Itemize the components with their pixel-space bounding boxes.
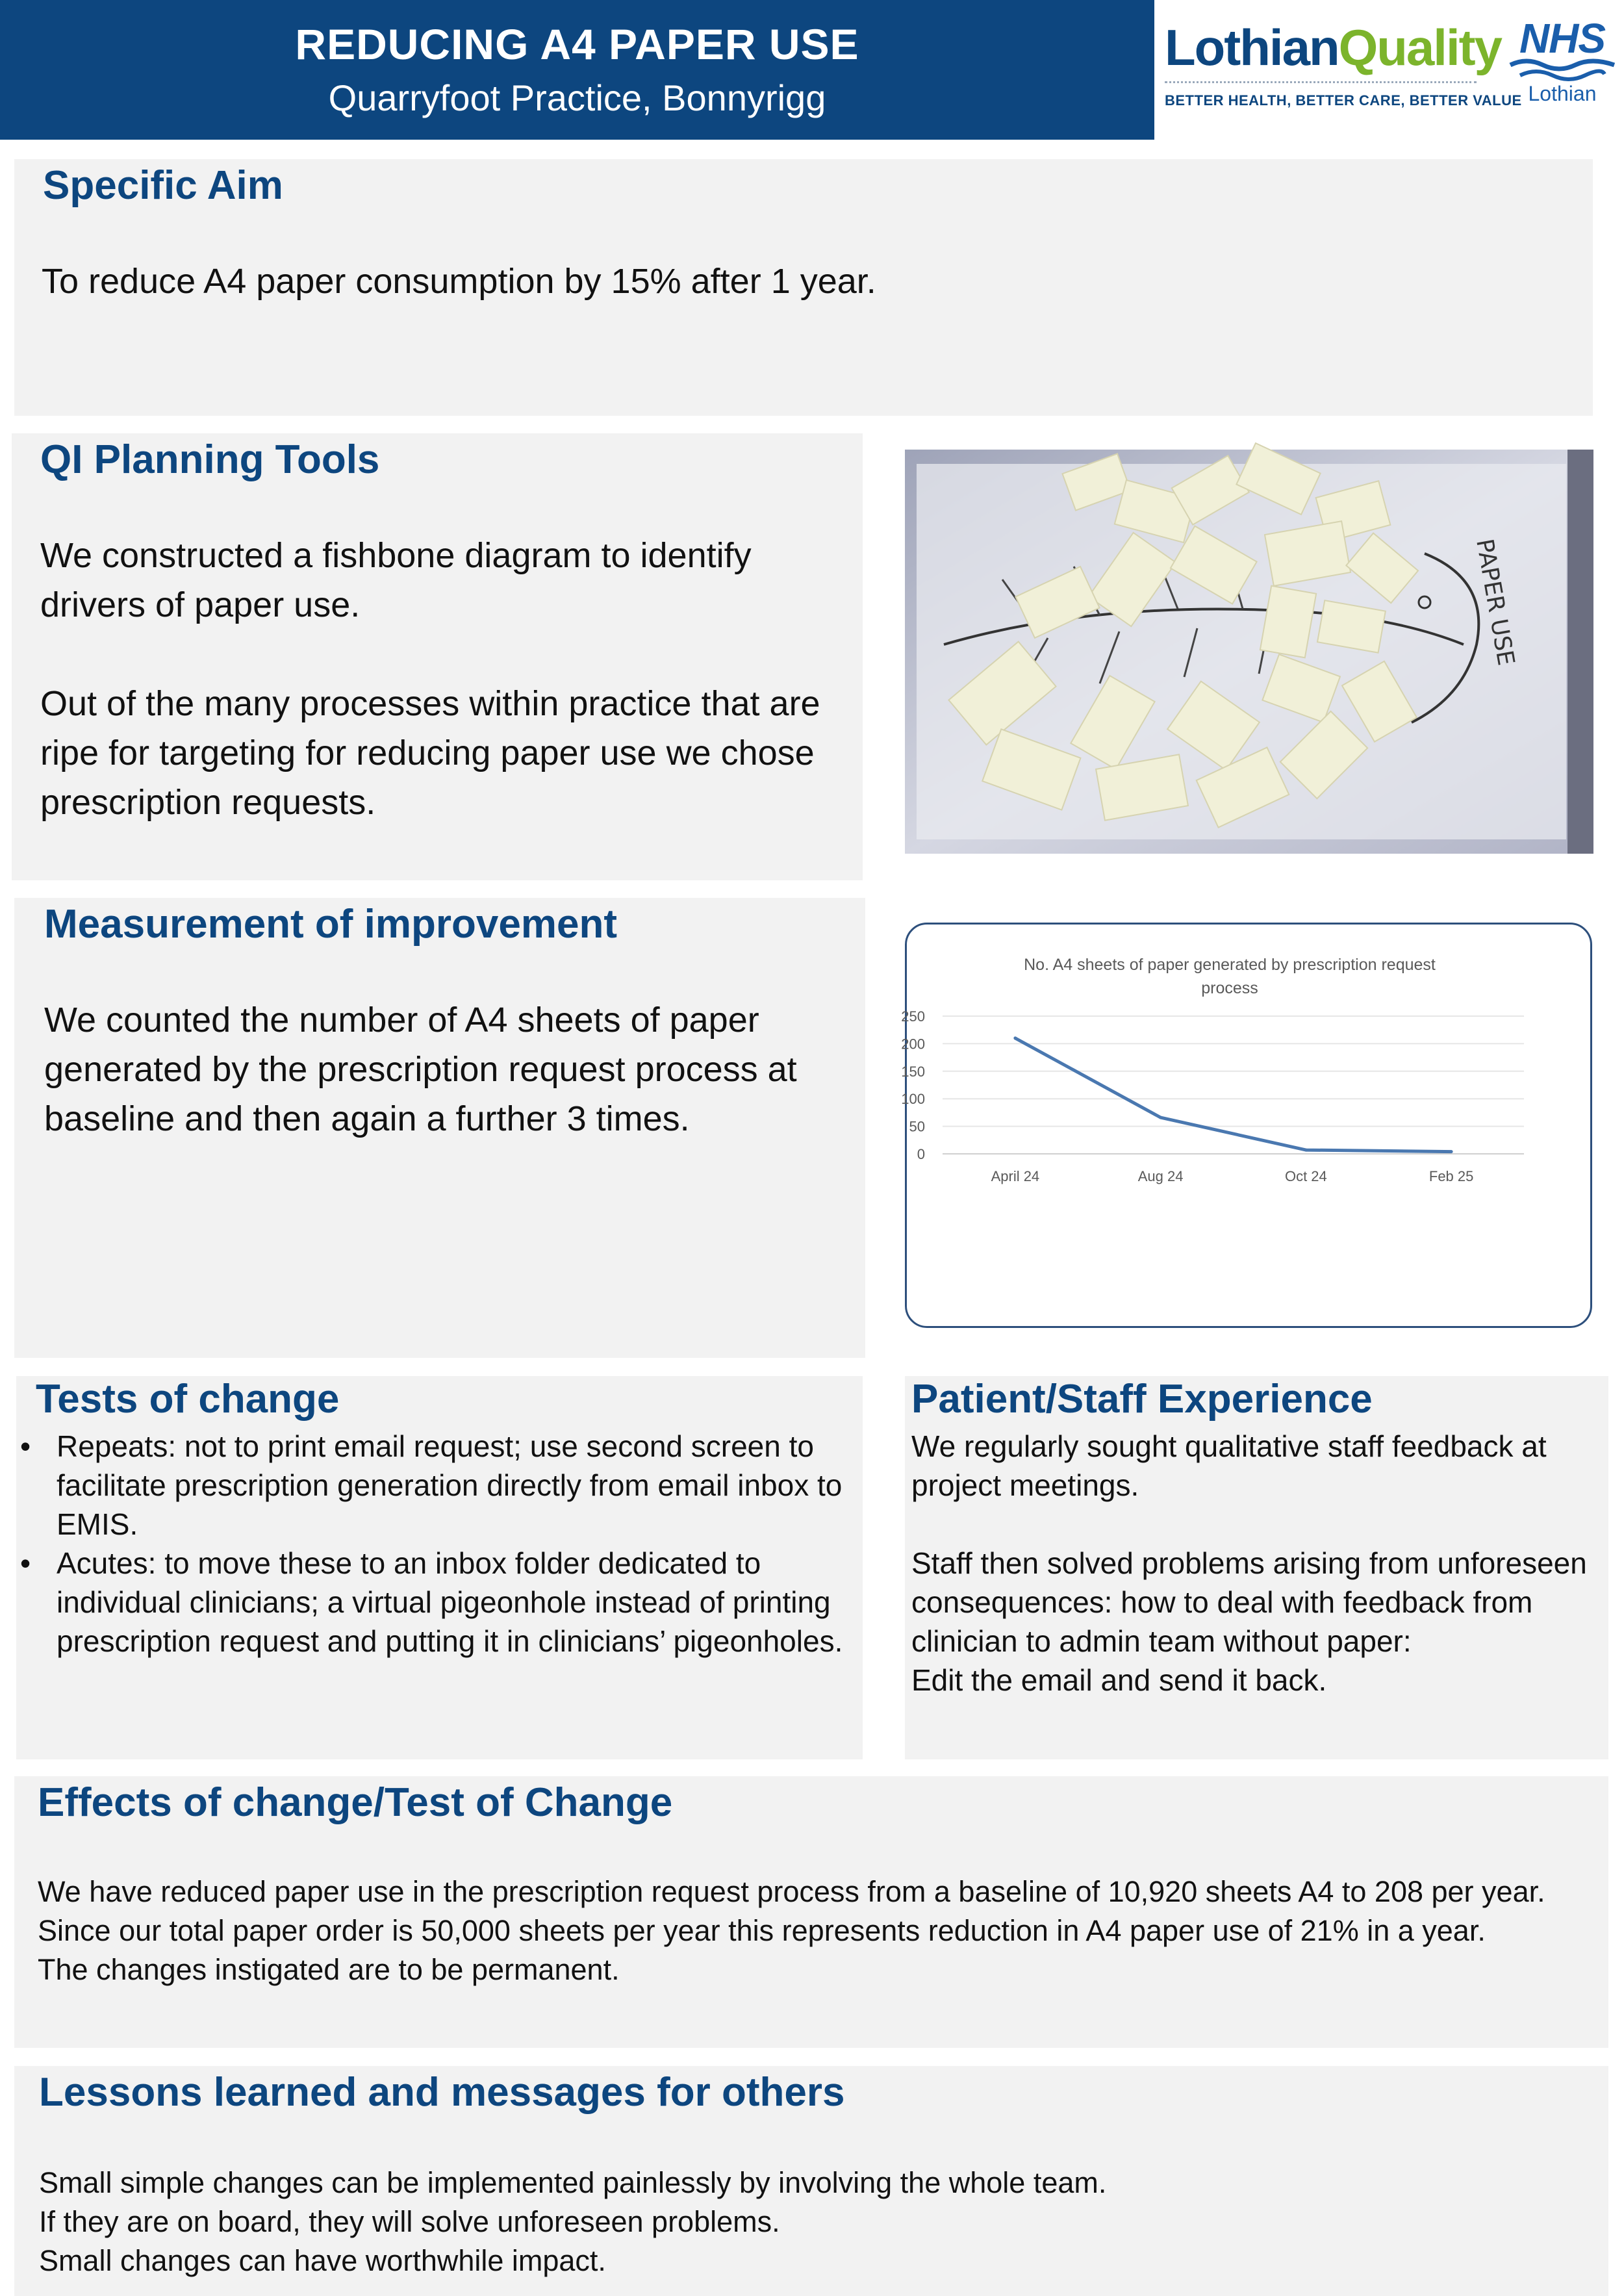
logo-word-quality: Quality [1338, 19, 1502, 76]
qi-planning-paragraph-1: We constructed a fishbone diagram to identify drivers of paper use. [40, 536, 752, 624]
nhs-subtitle: Lothian [1528, 82, 1597, 105]
lessons-text [39, 2163, 1598, 2280]
experience-text [911, 1427, 1606, 1700]
poster-title: REDUCING A4 PAPER USE [295, 20, 859, 68]
chart-y-tick-label: 150 [901, 1063, 925, 1080]
logo-word-lothian: Lothian [1165, 19, 1339, 76]
chart-y-tick-label: 50 [909, 1118, 925, 1135]
effects-text [38, 1872, 1603, 1989]
photo-handwritten-label: PAPER USE [1471, 537, 1519, 668]
lessons-line-1: Small simple changes can be implemented painlessly by involving the whole team. [39, 2166, 1107, 2199]
effects-line-2: Since our total paper order is 50,000 sheets per year this represents reduction in A4 paper use of 21% in a year. [38, 1914, 1486, 1947]
test-item-repeats: • Repeats: not to print email request; use second screen to facilitate prescription generation directly from email inbox to EMIS. [18, 1427, 856, 1544]
measurement-heading: Measurement of improvement [44, 902, 617, 947]
chart-data-point [1159, 1116, 1162, 1119]
title-banner [0, 0, 1154, 140]
chart-data-point [1304, 1149, 1308, 1152]
tests-of-change-heading: Tests of change [36, 1377, 340, 1422]
test-item-acutes: • Acutes: to move these to an inbox folder dedicated to individual clinicians; a virtual pigeonhole instead of printing prescription request and putting it in clinicians’ pigeonholes. [18, 1544, 856, 1661]
effects-panel [14, 1776, 1608, 2048]
experience-panel [905, 1376, 1608, 1759]
chart-title-line-1: No. A4 sheets of paper generated by prescription request [1024, 956, 1436, 974]
effects-line-1: We have reduced paper use in the prescription request process from a baseline of 10,920 sheets A4 to 208 per year. [38, 1875, 1545, 1908]
chart-data-point [1450, 1150, 1453, 1153]
specific-aim-heading: Specific Aim [43, 163, 283, 208]
nhs-lothian-logo [1507, 14, 1618, 112]
chart-x-tick-label: Feb 25 [1428, 1168, 1474, 1184]
chart-title-line-2: process [1201, 979, 1258, 997]
chart-x-tick-label: Aug 24 [1137, 1168, 1184, 1184]
logo-divider [1165, 81, 1477, 83]
chart-y-tick-label: 200 [901, 1036, 925, 1052]
tests-of-change-panel [16, 1376, 863, 1759]
chart-y-tick-label: 250 [901, 1008, 925, 1025]
logo-tagline: BETTER HEALTH, BETTER CARE, BETTER VALUE [1165, 92, 1522, 108]
paper-use-chart [901, 925, 1590, 1326]
measurement-panel [14, 898, 865, 1358]
poster-subtitle: Quarryfoot Practice, Bonnyrigg [328, 77, 826, 118]
lessons-line-3: Small changes can have worthwhile impact. [39, 2244, 606, 2277]
experience-paragraph-1: We regularly sought qualitative staff feedback at project meetings. [911, 1429, 1547, 1502]
paper-use-chart-box [901, 923, 1592, 1328]
qi-planning-heading: QI Planning Tools [40, 437, 380, 482]
chart-series-line [1015, 1038, 1451, 1152]
qi-planning-paragraph-2: Out of the many processes within practice that are ripe for targeting for reducing paper use we chose prescription requests. [40, 684, 820, 822]
chart-x-tick-label: Oct 24 [1284, 1168, 1327, 1184]
specific-aim-text: To reduce A4 paper consumption by 15% after 1 year. [42, 262, 876, 301]
qi-planning-text [40, 531, 852, 827]
lessons-panel [14, 2066, 1608, 2296]
lessons-heading: Lessons learned and messages for others [39, 2070, 845, 2115]
effects-line-3: The changes instigated are to be permanent. [38, 1953, 620, 1986]
chart-x-tick-label: April 24 [991, 1168, 1040, 1184]
fishbone-diagram-photo [905, 450, 1593, 854]
specific-aim-panel [14, 159, 1593, 416]
tests-of-change-list [18, 1427, 856, 1661]
lessons-line-2: If they are on board, they will solve unforeseen problems. [39, 2205, 780, 2238]
qi-planning-panel [12, 433, 863, 880]
experience-paragraph-3: Edit the email and send it back. [911, 1663, 1327, 1697]
effects-heading: Effects of change/Test of Change [38, 1780, 673, 1825]
chart-y-tick-label: 100 [901, 1091, 925, 1108]
chart-y-tick-label: 0 [917, 1146, 925, 1162]
nhs-wordmark: NHS [1519, 15, 1606, 62]
measurement-text: We counted the number of A4 sheets of paper generated by the prescription request process at baseline and then again a further 3 times. [44, 1001, 797, 1138]
chart-data-point [1013, 1036, 1017, 1040]
lothian-quality-logo [1165, 18, 1522, 109]
experience-paragraph-2: Staff then solved problems arising from unforeseen consequences: how to deal with feedback from clinician to admin team without paper: [911, 1546, 1587, 1658]
experience-heading: Patient/Staff Experience [911, 1377, 1373, 1422]
